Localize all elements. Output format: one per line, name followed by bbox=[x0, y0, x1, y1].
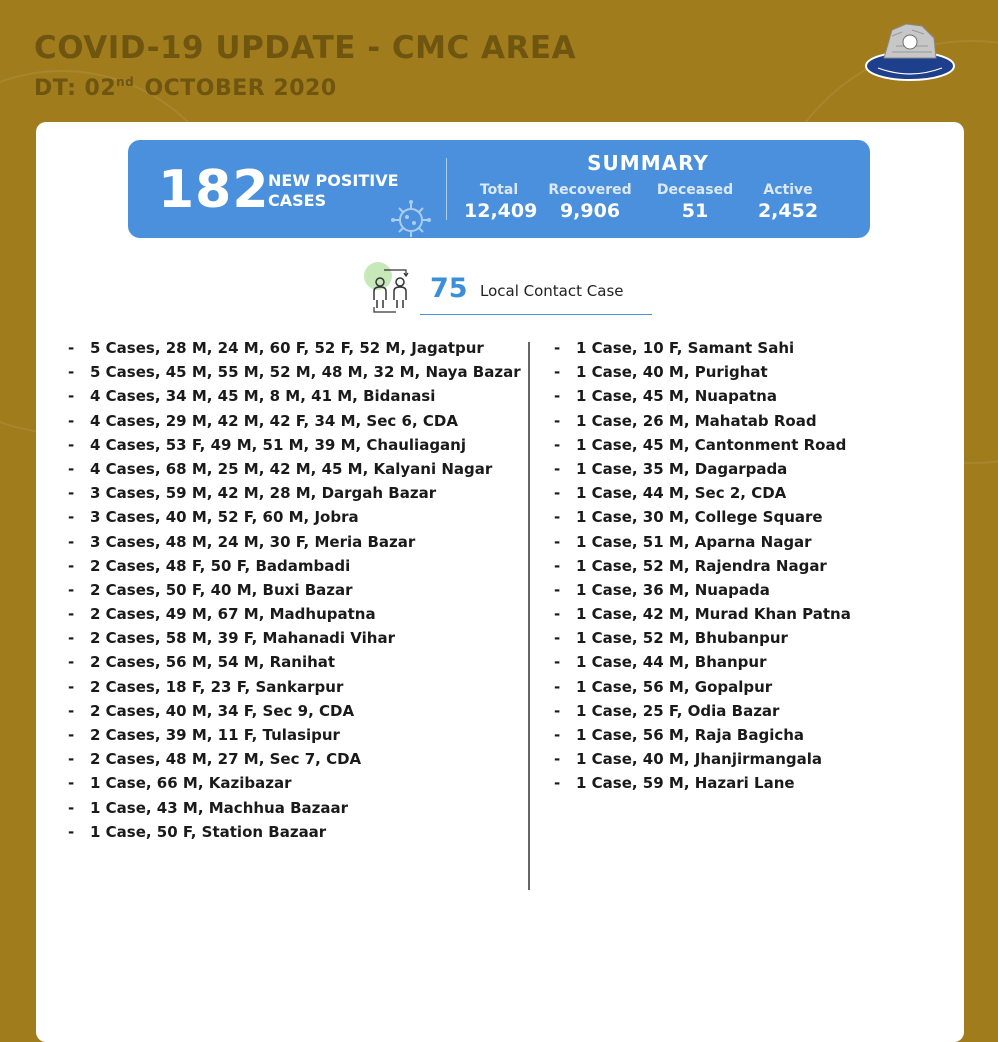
case-entry: 2 Cases, 50 F, 40 M, Buxi Bazar bbox=[90, 580, 353, 599]
case-entry: 1 Case, 40 M, Purighat bbox=[576, 363, 768, 382]
list-item bbox=[68, 554, 528, 578]
date-prefix: DT: 02 bbox=[34, 76, 117, 101]
list-item bbox=[554, 602, 954, 626]
column-divider bbox=[528, 342, 530, 890]
list-bullet: - bbox=[68, 605, 75, 624]
case-entry: 2 Cases, 40 M, 34 F, Sec 9, CDA bbox=[90, 701, 355, 720]
case-entry: 2 Cases, 18 F, 23 F, Sankarpur bbox=[90, 677, 344, 696]
page-title: COVID-19 UPDATE - CMC AREA bbox=[34, 30, 577, 66]
local-contact-section bbox=[362, 260, 662, 318]
stat-recovered bbox=[544, 181, 636, 223]
list-bullet: - bbox=[68, 822, 75, 841]
case-list-left bbox=[68, 336, 528, 844]
list-item bbox=[554, 747, 954, 771]
list-bullet: - bbox=[554, 532, 561, 551]
list-item bbox=[554, 505, 954, 529]
case-entry: 4 Cases, 53 F, 49 M, 51 M, 39 M, Chauliaganj bbox=[90, 435, 466, 454]
list-bullet: - bbox=[554, 774, 561, 793]
case-entry: 2 Cases, 48 M, 27 M, Sec 7, CDA bbox=[90, 750, 362, 769]
list-item bbox=[68, 336, 528, 360]
stat-label: Deceased bbox=[656, 182, 734, 198]
stat-active bbox=[748, 181, 828, 223]
list-bullet: - bbox=[68, 556, 75, 575]
stat-label: Active bbox=[763, 182, 813, 198]
list-bullet: - bbox=[68, 580, 75, 599]
case-entry: 4 Cases, 29 M, 42 M, 42 F, 34 M, Sec 6, CDA bbox=[90, 411, 458, 430]
case-entry: 1 Case, 56 M, Gopalpur bbox=[576, 677, 773, 696]
list-item bbox=[68, 675, 528, 699]
list-bullet: - bbox=[554, 580, 561, 599]
local-contact-label: Local Contact Case bbox=[480, 282, 624, 300]
list-bullet: - bbox=[68, 629, 75, 648]
list-item bbox=[68, 433, 528, 457]
list-bullet: - bbox=[68, 653, 75, 672]
list-item bbox=[68, 360, 528, 384]
case-entry: 3 Cases, 48 M, 24 M, 30 F, Meria Bazar bbox=[90, 532, 416, 551]
list-item bbox=[554, 675, 954, 699]
list-item bbox=[68, 626, 528, 650]
list-bullet: - bbox=[554, 411, 561, 430]
case-entry: 1 Case, 50 F, Station Bazaar bbox=[90, 822, 327, 841]
date-rest: OCTOBER 2020 bbox=[136, 76, 337, 101]
case-entry: 5 Cases, 45 M, 55 M, 52 M, 48 M, 32 M, Naya Bazar bbox=[90, 363, 521, 382]
new-positive-count: 182 bbox=[158, 160, 270, 220]
list-bullet: - bbox=[68, 798, 75, 817]
list-item bbox=[68, 650, 528, 674]
municipal-corporation-seal-icon bbox=[862, 18, 958, 88]
list-item bbox=[554, 554, 954, 578]
case-entry: 2 Cases, 48 F, 50 F, Badambadi bbox=[90, 556, 351, 575]
list-bullet: - bbox=[554, 508, 561, 527]
local-contact-count: 75 bbox=[430, 273, 468, 304]
list-item bbox=[554, 409, 954, 433]
list-item bbox=[554, 578, 954, 602]
case-entry: 2 Cases, 39 M, 11 F, Tulasipur bbox=[90, 726, 340, 744]
list-bullet: - bbox=[554, 726, 561, 744]
list-item bbox=[68, 409, 528, 433]
list-bullet: - bbox=[554, 653, 561, 672]
case-entry: 3 Cases, 59 M, 42 M, 28 M, Dargah Bazar bbox=[90, 484, 437, 503]
stat-total bbox=[464, 181, 538, 223]
stat-value: 2,452 bbox=[757, 200, 819, 222]
list-bullet: - bbox=[68, 387, 75, 406]
case-entry: 5 Cases, 28 M, 24 M, 60 F, 52 F, 52 M, Jagatpur bbox=[90, 339, 484, 357]
list-item bbox=[68, 505, 528, 529]
list-item bbox=[68, 530, 528, 554]
banner-divider bbox=[446, 158, 447, 220]
list-bullet: - bbox=[554, 677, 561, 696]
case-entry: 1 Case, 44 M, Bhanpur bbox=[576, 653, 767, 672]
case-entry: 1 Case, 30 M, College Square bbox=[576, 508, 823, 527]
list-bullet: - bbox=[68, 677, 75, 696]
case-entry: 2 Cases, 56 M, 54 M, Ranihat bbox=[90, 653, 336, 672]
list-bullet: - bbox=[554, 363, 561, 382]
list-bullet: - bbox=[68, 532, 75, 551]
list-bullet: - bbox=[554, 750, 561, 769]
case-entry: 1 Case, 42 M, Murad Khan Patna bbox=[576, 605, 851, 624]
stat-value: 9,906 bbox=[559, 200, 621, 222]
list-item bbox=[68, 723, 528, 747]
list-bullet: - bbox=[68, 508, 75, 527]
case-entry: 1 Case, 45 M, Cantonment Road bbox=[576, 435, 847, 454]
stat-label: Recovered bbox=[548, 182, 632, 198]
case-entry: 2 Cases, 49 M, 67 M, Madhupatna bbox=[90, 605, 376, 624]
list-bullet: - bbox=[554, 605, 561, 624]
case-entry: 1 Case, 66 M, Kazibazar bbox=[90, 774, 292, 793]
list-item bbox=[68, 699, 528, 723]
list-item bbox=[68, 771, 528, 795]
list-item bbox=[68, 578, 528, 602]
stat-value: 51 bbox=[681, 200, 709, 222]
list-item bbox=[554, 771, 954, 795]
case-entry: 1 Case, 56 M, Raja Bagicha bbox=[576, 726, 805, 744]
case-entry: 3 Cases, 40 M, 52 F, 60 M, Jobra bbox=[90, 508, 359, 527]
new-positive-label: NEW POSITIVE CASES bbox=[268, 171, 399, 210]
list-item bbox=[68, 602, 528, 626]
header bbox=[34, 28, 576, 103]
list-bullet: - bbox=[554, 459, 561, 478]
case-entry: 1 Case, 40 M, Jhanjirmangala bbox=[576, 750, 823, 769]
list-item bbox=[68, 796, 528, 820]
list-bullet: - bbox=[554, 435, 561, 454]
case-entry: 1 Case, 52 M, Rajendra Nagar bbox=[576, 556, 827, 575]
case-entry: 1 Case, 45 M, Nuapatna bbox=[576, 387, 777, 406]
list-bullet: - bbox=[68, 411, 75, 430]
list-bullet: - bbox=[554, 629, 561, 648]
list-item bbox=[554, 384, 954, 408]
local-contact-underline bbox=[420, 314, 652, 315]
list-bullet: - bbox=[68, 339, 75, 357]
list-item bbox=[554, 336, 954, 360]
list-item bbox=[68, 481, 528, 505]
case-entry: 1 Case, 10 F, Samant Sahi bbox=[576, 339, 795, 357]
case-list-right bbox=[554, 336, 954, 796]
list-bullet: - bbox=[68, 435, 75, 454]
list-item bbox=[554, 699, 954, 723]
case-entry: 1 Case, 43 M, Machhua Bazaar bbox=[90, 798, 349, 817]
case-entry: 1 Case, 59 M, Hazari Lane bbox=[576, 774, 795, 793]
case-entry: 1 Case, 51 M, Aparna Nagar bbox=[576, 532, 812, 551]
content-card bbox=[36, 122, 964, 1042]
report-date bbox=[34, 68, 576, 103]
list-bullet: - bbox=[554, 701, 561, 720]
case-entry: 2 Cases, 58 M, 39 F, Mahanadi Vihar bbox=[90, 629, 395, 648]
list-item bbox=[554, 481, 954, 505]
list-bullet: - bbox=[554, 339, 561, 357]
list-item bbox=[68, 457, 528, 481]
case-entry: 1 Case, 35 M, Dagarpada bbox=[576, 459, 788, 478]
list-bullet: - bbox=[68, 701, 75, 720]
list-bullet: - bbox=[68, 363, 75, 382]
list-item bbox=[554, 650, 954, 674]
list-item bbox=[68, 820, 528, 844]
list-bullet: - bbox=[68, 726, 75, 744]
case-entry: 4 Cases, 34 M, 45 M, 8 M, 41 M, Bidanasi bbox=[90, 387, 436, 406]
case-entry: 1 Case, 26 M, Mahatab Road bbox=[576, 411, 817, 430]
virus-icon bbox=[386, 198, 436, 238]
list-bullet: - bbox=[554, 556, 561, 575]
case-entry: 4 Cases, 68 M, 25 M, 42 M, 45 M, Kalyani Nagar bbox=[90, 459, 493, 478]
list-item bbox=[68, 747, 528, 771]
list-item bbox=[554, 457, 954, 481]
list-item bbox=[554, 360, 954, 384]
summary-banner bbox=[128, 140, 870, 238]
list-bullet: - bbox=[68, 774, 75, 793]
people-contact-icon bbox=[362, 260, 416, 314]
list-bullet: - bbox=[68, 484, 75, 503]
stat-label: Total bbox=[479, 182, 519, 198]
date-ordinal: nd bbox=[116, 75, 135, 89]
case-entry: 1 Case, 25 F, Odia Bazar bbox=[576, 701, 780, 720]
list-item bbox=[554, 530, 954, 554]
stat-value: 12,409 bbox=[464, 200, 538, 222]
list-item bbox=[554, 433, 954, 457]
list-bullet: - bbox=[554, 387, 561, 406]
case-entry: 1 Case, 52 M, Bhubanpur bbox=[576, 629, 788, 648]
stat-deceased bbox=[652, 181, 738, 223]
list-item bbox=[68, 384, 528, 408]
list-bullet: - bbox=[68, 459, 75, 478]
list-bullet: - bbox=[554, 484, 561, 503]
list-item bbox=[554, 626, 954, 650]
case-entry: 1 Case, 36 M, Nuapada bbox=[576, 580, 770, 599]
list-bullet: - bbox=[68, 750, 75, 769]
list-item bbox=[554, 723, 954, 747]
case-entry: 1 Case, 44 M, Sec 2, CDA bbox=[576, 484, 787, 503]
summary-title: SUMMARY bbox=[587, 151, 709, 175]
